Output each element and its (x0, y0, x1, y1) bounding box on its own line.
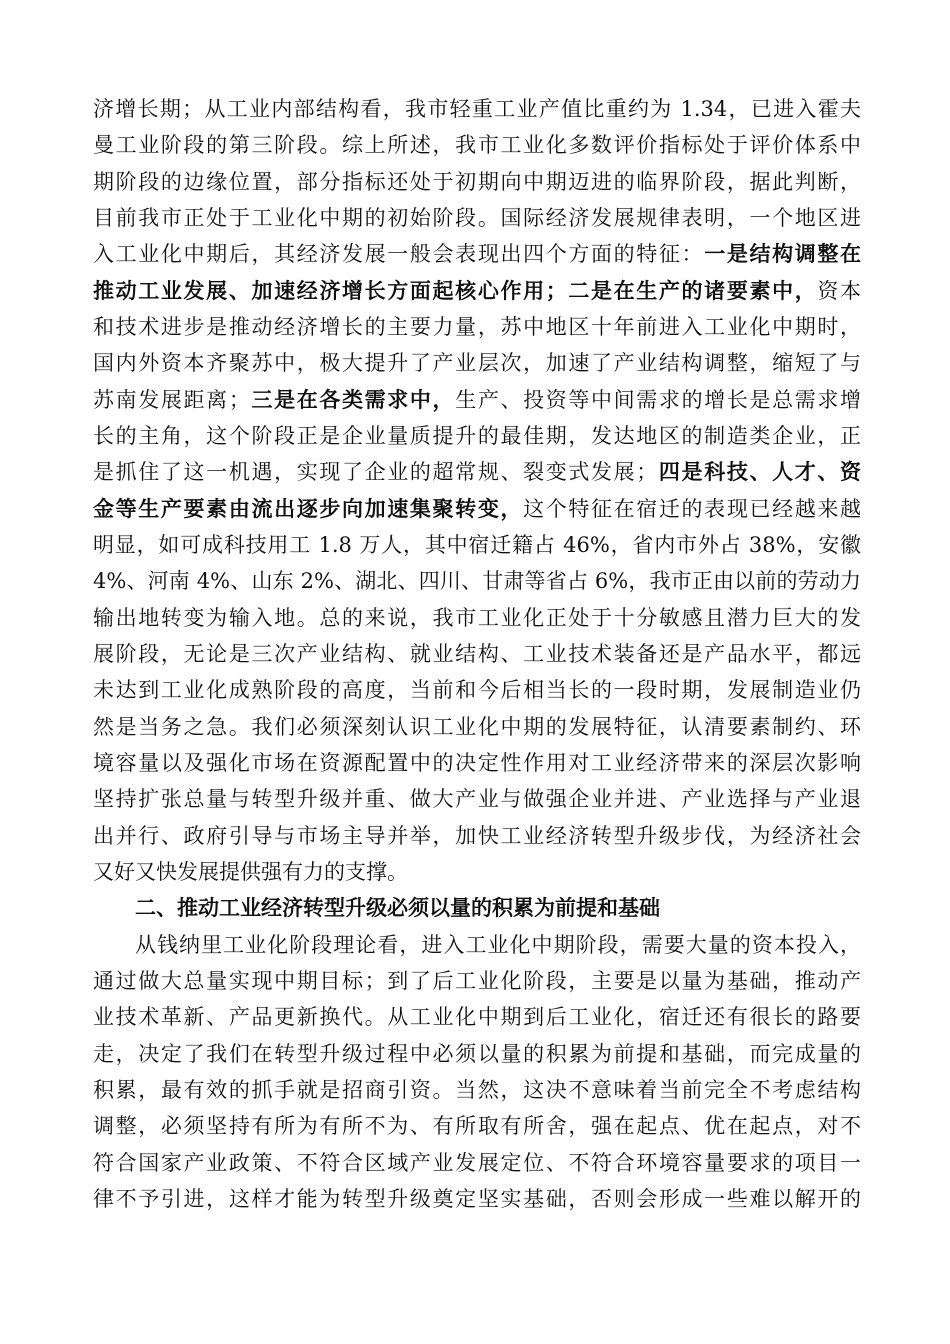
text-line: 符合国家产业政策、不符合区域产业发展定位、不符合环境容量要求的项目一 (93, 1151, 861, 1175)
text-line: 律不予引进，这样才能为转型升级奠定坚实基础，否则会形成一些难以解开的 (93, 1187, 861, 1211)
text-line: 调整，必须坚持有所为有所不为、有所取有所舍，强在起点、优在起点，对不 (93, 1114, 861, 1138)
text-segment: 入工业化中期后，其经济发展一般会表现出四个方面的特征： (93, 242, 705, 266)
bold-phrase: 推动工业发展、加速经济增长方面起核心作用；二是在生产的诸要素中， (93, 279, 818, 303)
text-line: 从钱纳里工业化阶段理论看，进入工业化中期阶段，需要大量的资本投入， (135, 933, 861, 957)
text-line: 明显，如可成科技用工 1.8 万人，其中宿迁籍占 46%，省内市外占 38%，安徽 (93, 533, 861, 557)
text-segment: 苏南发展距离； (93, 388, 250, 412)
text-line: 境容量以及强化市场在资源配置中的决定性作用对工业经济带来的深层次影响 (93, 751, 861, 775)
text-line: 走，决定了我们在转型升级过程中必须以量的积累为前提和基础，而完成量的 (93, 1042, 861, 1066)
text-segment: 资本 (817, 279, 862, 303)
text-line: 出并行、政府引导与市场主导并举，加快工业经济转型升级步伐，为经济社会 (93, 824, 861, 848)
text-line: 输出地转变为输入地。总的来说，我市工业化正处于十分敏感且潜力巨大的发 (93, 606, 861, 630)
text-line (93, 236, 861, 272)
text-line: 然是当务之急。我们必须深刻认识工业化中期的发展特征，认清要素制约、环 (93, 715, 861, 739)
text-line: 长的主角，这个阶段正是企业量质提升的最佳期，发达地区的制造类企业，正 (93, 424, 861, 448)
text-line (93, 454, 861, 490)
section-heading: 二、推动工业经济转型升级必须以量的积累为前提和基础 (135, 896, 660, 920)
text-line: 曼工业阶段的第三阶段。综上所述，我市工业化多数评价指标处于评价体系中 (93, 133, 861, 157)
text-segment: 生产、投资等中间需求的增长是总需求增 (455, 388, 862, 412)
text-line: 又好又快发展提供强有力的支撑。 (93, 860, 408, 884)
text-line: 坚持扩张总量与转型升级并重、做大产业与做强企业并进、产业选择与产业退 (93, 787, 861, 811)
text-segment: 这个特征在宿迁的表现已经越来越 (523, 497, 862, 521)
text-line: 业技术革新、产品更新换代。从工业化中期到后工业化，宿迁还有很长的路要 (93, 1005, 861, 1029)
bold-phrase: 金等生产要素由流出逐步向加速集聚转变， (93, 497, 524, 521)
text-line: 4%、河南 4%、山东 2%、湖北、四川、甘肃等省占 6%，我市正由以前的劳动力 (93, 569, 861, 593)
text-line: 未达到工业化成熟阶段的高度，当前和今后相当长的一段时期，发展制造业仍 (93, 678, 861, 702)
text-line: 通过做大总量实现中期目标；到了后工业化阶段，主要是以量为基础，推动产 (93, 969, 861, 993)
text-line: 积累，最有效的抓手就是招商引资。当然，这决不意味着当前完全不考虑结构 (93, 1078, 861, 1102)
text-line: 和技术进步是推动经济增长的主要力量，苏中地区十年前进入工业化中期时， (93, 315, 861, 339)
bold-phrase: 四是科技、人才、资 (657, 460, 862, 484)
text-line: 国内外资本齐聚苏中，极大提升了产业层次，加速了产业结构调整，缩短了与 (93, 351, 861, 375)
text-line: 展阶段，无论是三次产业结构、就业结构、工业技术装备还是产品水平，都远 (93, 642, 861, 666)
text-line (93, 491, 861, 527)
text-line: 目前我市正处于工业化中期的初始阶段。国际经济发展规律表明，一个地区进 (93, 206, 861, 230)
text-line (93, 382, 861, 418)
text-line: 期阶段的边缘位置，部分指标还处于初期向中期迈进的临界阶段，据此判断， (93, 170, 861, 194)
bold-phrase: 三是在各类需求中， (249, 388, 456, 412)
text-line: 济增长期；从工业内部结构看，我市轻重工业产值比重约为 1.34，已进入霍夫 (93, 97, 861, 121)
bold-phrase: 一是结构调整在 (704, 242, 862, 266)
text-line (93, 273, 861, 309)
text-segment: 是抓住了这一机遇，实现了企业的超常规、裂变式发展； (93, 460, 658, 484)
